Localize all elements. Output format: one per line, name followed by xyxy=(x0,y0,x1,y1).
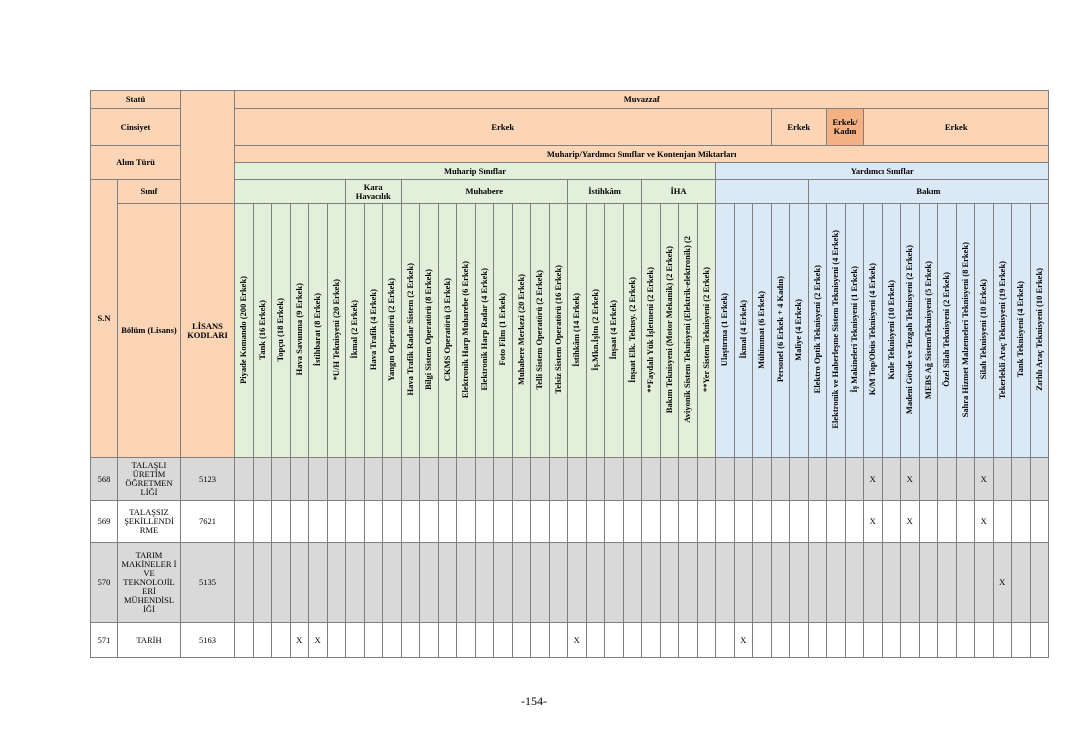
row-cell xyxy=(420,543,439,623)
row-cell xyxy=(383,501,402,543)
column-header: Hava Trafik Radar Sistem (2 Erkek) xyxy=(401,204,420,458)
row-sn: 569 xyxy=(91,501,118,543)
row-cell xyxy=(457,458,476,501)
column-header: Zırhlı Araç Teknisyeni (10 Erkek) xyxy=(1030,204,1049,458)
row-cell xyxy=(253,623,272,658)
row-cell xyxy=(660,543,679,623)
bakim-label: Bakım xyxy=(808,180,1049,204)
lisans-kodlari-top xyxy=(181,91,235,204)
row-cell xyxy=(771,458,790,501)
row-cell xyxy=(864,623,883,658)
row-cell xyxy=(309,501,328,543)
row-cell xyxy=(586,501,605,543)
kontenjan-table xyxy=(90,90,1049,658)
row-cell xyxy=(364,501,383,543)
row-cell xyxy=(753,501,772,543)
column-header: Elektronik Harp Muharebe (6 Erkek) xyxy=(457,204,476,458)
row-cell xyxy=(235,623,254,658)
column-header: İkmal (4 Erkek) xyxy=(734,204,753,458)
row-cell xyxy=(697,543,716,623)
row-cell: X xyxy=(993,543,1012,623)
iha-label: İHA xyxy=(642,180,716,204)
row-cell: X xyxy=(864,458,883,501)
row-cell xyxy=(327,501,346,543)
row-cell xyxy=(642,543,661,623)
row-cell xyxy=(290,543,309,623)
row-cell xyxy=(605,543,624,623)
column-header: Tekerlekli Araç Teknisyeni (19 Erkek) xyxy=(993,204,1012,458)
row-cell xyxy=(882,501,901,543)
row-cell xyxy=(327,543,346,623)
row-cell xyxy=(679,458,698,501)
row-cell xyxy=(716,623,735,658)
row-cell xyxy=(753,543,772,623)
row-cell xyxy=(938,501,957,543)
table-row xyxy=(91,623,1049,658)
row-cell xyxy=(864,543,883,623)
istihkam-label: İstihkâm xyxy=(568,180,642,204)
row-cell: X xyxy=(864,501,883,543)
column-header: İstihbarat (8 Erkek) xyxy=(309,204,328,458)
row-cell xyxy=(235,458,254,501)
row-cell xyxy=(808,458,827,501)
column-header: Aviyonik Sistem Teknisyeni (Elektrik-elektronik) (2 xyxy=(679,204,698,458)
row-cell xyxy=(1030,543,1049,623)
row-cell xyxy=(956,458,975,501)
row-cell xyxy=(420,458,439,501)
row-cell xyxy=(346,623,365,658)
row-cell xyxy=(438,623,457,658)
column-header: İş Makineleri Teknisyeni (1 Erkek) xyxy=(845,204,864,458)
column-header: Hava Savunma (9 Erkek) xyxy=(290,204,309,458)
row-cell xyxy=(901,623,920,658)
row-cell xyxy=(882,458,901,501)
column-header: İstihkâm (14 Erkek) xyxy=(568,204,587,458)
row-cell xyxy=(512,623,531,658)
row-cell xyxy=(309,458,328,501)
row-cell xyxy=(993,458,1012,501)
row-cell xyxy=(734,501,753,543)
row-cell xyxy=(605,501,624,543)
row-cell xyxy=(531,501,550,543)
row-cell xyxy=(919,543,938,623)
row-cell xyxy=(808,623,827,658)
row-cell xyxy=(549,501,568,543)
row-cell xyxy=(401,501,420,543)
cinsiyet-erkek-left: Erkek xyxy=(235,109,772,146)
row-cell xyxy=(845,501,864,543)
row-cell xyxy=(290,501,309,543)
row-cell xyxy=(457,623,476,658)
row-sn: 571 xyxy=(91,623,118,658)
row-lisans-kodu: 5135 xyxy=(181,543,235,623)
row-cell xyxy=(549,623,568,658)
row-cell xyxy=(716,543,735,623)
row-cell xyxy=(475,623,494,658)
column-header: CKMS Operatörü (3 Erkek) xyxy=(438,204,457,458)
row-cell xyxy=(401,543,420,623)
row-cell xyxy=(919,458,938,501)
row-cell xyxy=(642,623,661,658)
row-cell xyxy=(808,543,827,623)
row-cell xyxy=(457,543,476,623)
group-blank-2 xyxy=(716,180,809,204)
column-header: Telli Sistem Operatörü (2 Erkek) xyxy=(531,204,550,458)
row-lisans-kodu: 5123 xyxy=(181,458,235,501)
row-cell xyxy=(383,543,402,623)
row-cell xyxy=(272,501,291,543)
column-header: Hava Trafik (4 Erkek) xyxy=(364,204,383,458)
row-cell: X xyxy=(290,623,309,658)
row-cell xyxy=(586,623,605,658)
column-header: İnşaat (4 Erkek) xyxy=(605,204,624,458)
row-cell xyxy=(660,623,679,658)
row-cell xyxy=(956,543,975,623)
row-cell xyxy=(919,623,938,658)
column-header: Muhabere Merkezi (20 Erkek) xyxy=(512,204,531,458)
row-cell xyxy=(494,458,513,501)
column-header: Bilgi Sistem Operatörü (8 Erkek) xyxy=(420,204,439,458)
row-cell xyxy=(771,543,790,623)
row-cell: X xyxy=(568,623,587,658)
row-cell xyxy=(531,458,550,501)
row-cell xyxy=(327,458,346,501)
row-lisans-kodu: 7621 xyxy=(181,501,235,543)
row-cell: X xyxy=(975,501,994,543)
row-cell xyxy=(827,543,846,623)
row-cell xyxy=(1012,623,1031,658)
row-cell xyxy=(956,501,975,543)
row-cell xyxy=(420,623,439,658)
column-header: Foto Film (1 Erkek) xyxy=(494,204,513,458)
alim-turu-label: Alım Türü xyxy=(91,146,181,180)
column-header: Kule Teknisyeni (10 Erkek) xyxy=(882,204,901,458)
row-cell xyxy=(327,623,346,658)
row-cell xyxy=(568,501,587,543)
row-cell xyxy=(531,623,550,658)
row-cell xyxy=(790,623,809,658)
column-header: **Yer Sistem Teknisyeni (2 Erkek) xyxy=(697,204,716,458)
row-cell xyxy=(938,543,957,623)
row-cell xyxy=(919,501,938,543)
row-cell xyxy=(383,623,402,658)
row-cell xyxy=(253,543,272,623)
row-cell xyxy=(827,623,846,658)
row-bolum: TALAŞLI ÜRETİM ÖĞRETMEN LİĞİ xyxy=(118,458,181,501)
lisans-kodlari-label: LİSANS KODLARI xyxy=(181,204,235,458)
row-cell xyxy=(364,458,383,501)
row-cell xyxy=(568,543,587,623)
cinsiyet-erkek-right: Erkek xyxy=(864,109,1049,146)
column-header: Sahra Hizmet Malzemeleri Teknisyeni (8 Erkek) xyxy=(956,204,975,458)
muhabere-label: Muhabere xyxy=(401,180,568,204)
row-cell xyxy=(1012,543,1031,623)
row-cell xyxy=(438,458,457,501)
row-cell xyxy=(512,501,531,543)
row-cell xyxy=(975,543,994,623)
column-header: Elektronik Harp Radar (4 Erkek) xyxy=(475,204,494,458)
column-header: Mühimmat (6 Erkek) xyxy=(753,204,772,458)
column-header: MEBS Ağ SistemTeknisyeni (5 Erkek) xyxy=(919,204,938,458)
row-cell xyxy=(475,543,494,623)
row-cell xyxy=(642,458,661,501)
class-title: Muharip/Yardımcı Sınıflar ve Kontenjan Miktarları xyxy=(235,146,1049,163)
cinsiyet-erkek-kadin: Erkek/ Kadın xyxy=(827,109,864,146)
row-cell xyxy=(494,501,513,543)
yardimci-label: Yardımcı Sınıflar xyxy=(716,163,1049,180)
row-cell xyxy=(605,458,624,501)
row-cell xyxy=(697,623,716,658)
column-header: Silah Teknisyeni (10 Erkek) xyxy=(975,204,994,458)
row-cell xyxy=(845,623,864,658)
row-cell xyxy=(956,623,975,658)
row-cell: X xyxy=(975,458,994,501)
row-cell xyxy=(827,458,846,501)
row-cell xyxy=(734,543,753,623)
column-header: **Faydalı Yük İşletmeni (2 Erkek) xyxy=(642,204,661,458)
row-cell xyxy=(642,501,661,543)
row-cell xyxy=(753,623,772,658)
row-cell xyxy=(716,458,735,501)
statu-label: Statü xyxy=(91,91,181,109)
row-cell xyxy=(845,543,864,623)
row-cell xyxy=(438,501,457,543)
row-cell xyxy=(438,543,457,623)
sn-header: S.N xyxy=(91,180,118,458)
row-cell xyxy=(475,458,494,501)
row-cell xyxy=(938,623,957,658)
row-cell xyxy=(901,543,920,623)
row-bolum: TALAŞSIZ ŞEKİLLENDİ RME xyxy=(118,501,181,543)
row-cell xyxy=(623,543,642,623)
column-header: Ulaştırma (1 Erkek) xyxy=(716,204,735,458)
row-cell xyxy=(235,543,254,623)
row-cell: X xyxy=(901,458,920,501)
row-cell xyxy=(272,458,291,501)
column-header: K/M Top/Obüs Teknisyeni (4 Erkek) xyxy=(864,204,883,458)
row-cell xyxy=(1030,623,1049,658)
row-cell xyxy=(531,543,550,623)
row-cell xyxy=(235,501,254,543)
row-cell xyxy=(882,623,901,658)
row-cell xyxy=(623,623,642,658)
row-cell xyxy=(568,458,587,501)
row-cell xyxy=(364,623,383,658)
row-cell xyxy=(827,501,846,543)
row-cell: X xyxy=(309,623,328,658)
column-header: Tank Teknisyeni (4 Erkek) xyxy=(1012,204,1031,458)
row-cell xyxy=(1012,458,1031,501)
cinsiyet-label: Cinsiyet xyxy=(91,109,181,146)
row-sn: 570 xyxy=(91,543,118,623)
row-cell xyxy=(697,501,716,543)
row-cell xyxy=(734,458,753,501)
row-cell xyxy=(771,623,790,658)
column-header: *U/H Teknisyeni (20 Erkek) xyxy=(327,204,346,458)
row-cell xyxy=(549,543,568,623)
row-cell xyxy=(272,623,291,658)
row-cell xyxy=(549,458,568,501)
row-cell xyxy=(679,543,698,623)
row-cell xyxy=(975,623,994,658)
cinsiyet-erkek-mid: Erkek xyxy=(771,109,827,146)
row-bolum: TARİH xyxy=(118,623,181,658)
row-cell xyxy=(290,458,309,501)
row-cell xyxy=(586,458,605,501)
column-header: İkmal (2 Erkek) xyxy=(346,204,365,458)
table-row xyxy=(91,501,1049,543)
row-cell xyxy=(1030,458,1049,501)
row-cell xyxy=(401,623,420,658)
column-header: Tank (16 Erkek) xyxy=(253,204,272,458)
column-header: Yangın Operatörü (2 Erkek) xyxy=(383,204,402,458)
row-cell xyxy=(771,501,790,543)
row-cell xyxy=(623,501,642,543)
row-cell xyxy=(660,458,679,501)
row-cell xyxy=(790,501,809,543)
column-header: Topçu (18 Erkek) xyxy=(272,204,291,458)
bolum-header: Bölüm (Lisans) xyxy=(118,204,181,458)
row-cell xyxy=(346,543,365,623)
column-header: Piyade Komando (200 Erkek) xyxy=(235,204,254,458)
row-cell xyxy=(790,458,809,501)
row-cell xyxy=(790,543,809,623)
row-cell xyxy=(679,501,698,543)
row-cell xyxy=(253,501,272,543)
row-cell xyxy=(1030,501,1049,543)
row-cell xyxy=(586,543,605,623)
column-header: Elektro Optik Teknisyeni (2 Erkek) xyxy=(808,204,827,458)
row-cell xyxy=(346,458,365,501)
row-cell: X xyxy=(734,623,753,658)
row-cell xyxy=(475,501,494,543)
column-header: Özel Silah Teknisyeni (2 Erkek) xyxy=(938,204,957,458)
column-header: Elektronik ve Haberleşme Sistem Teknisyeni (4 Erkek) xyxy=(827,204,846,458)
row-cell xyxy=(845,458,864,501)
row-cell xyxy=(938,458,957,501)
sinif-label: Sınıf xyxy=(118,180,181,204)
row-cell xyxy=(993,501,1012,543)
row-cell xyxy=(512,543,531,623)
row-cell xyxy=(401,458,420,501)
row-cell xyxy=(623,458,642,501)
row-lisans-kodu: 5163 xyxy=(181,623,235,658)
row-cell xyxy=(512,458,531,501)
row-cell: X xyxy=(901,501,920,543)
column-header: Maliye (4 Erkek) xyxy=(790,204,809,458)
row-cell xyxy=(679,623,698,658)
kara-havacilik-label: Kara Havacılık xyxy=(346,180,402,204)
row-cell xyxy=(993,623,1012,658)
row-cell xyxy=(272,543,291,623)
row-cell xyxy=(716,501,735,543)
row-cell xyxy=(253,458,272,501)
group-blank-1 xyxy=(235,180,346,204)
row-cell xyxy=(753,458,772,501)
row-cell xyxy=(494,623,513,658)
column-header: İş.Mkn.İşltn (2 Erkek) xyxy=(586,204,605,458)
row-cell xyxy=(605,623,624,658)
page-number: -154- xyxy=(521,694,547,708)
row-cell xyxy=(420,501,439,543)
row-bolum: TARIM MAKİNELER İ VE TEKNOLOJİL ERİ MÜHENDİSL İĞİ xyxy=(118,543,181,623)
row-cell xyxy=(457,501,476,543)
column-header: Bakım Teknisyeni (Motor Mekanik) (2 Erkek) xyxy=(660,204,679,458)
muharip-label: Muharip Sınıflar xyxy=(235,163,716,180)
row-cell xyxy=(660,501,679,543)
row-cell xyxy=(494,543,513,623)
row-cell xyxy=(808,501,827,543)
row-cell xyxy=(364,543,383,623)
column-header: Personel (6 Erkek + 4 Kadın) xyxy=(771,204,790,458)
row-cell xyxy=(1012,501,1031,543)
row-cell xyxy=(346,501,365,543)
row-sn: 568 xyxy=(91,458,118,501)
row-cell xyxy=(309,543,328,623)
column-header: Telsiz Sistem Operatörü (16 Erkek) xyxy=(549,204,568,458)
muvazzaf-label: Muvazzaf xyxy=(235,91,1049,109)
row-cell xyxy=(383,458,402,501)
table-row xyxy=(91,543,1049,623)
row-cell xyxy=(697,458,716,501)
table-row xyxy=(91,458,1049,501)
column-header: Madeni Gövde ve Tezgah Teknisyeni (2 Erkek) xyxy=(901,204,920,458)
column-header: İnşaat Elk. Teknsy. (2 Erkek) xyxy=(623,204,642,458)
row-cell xyxy=(882,543,901,623)
